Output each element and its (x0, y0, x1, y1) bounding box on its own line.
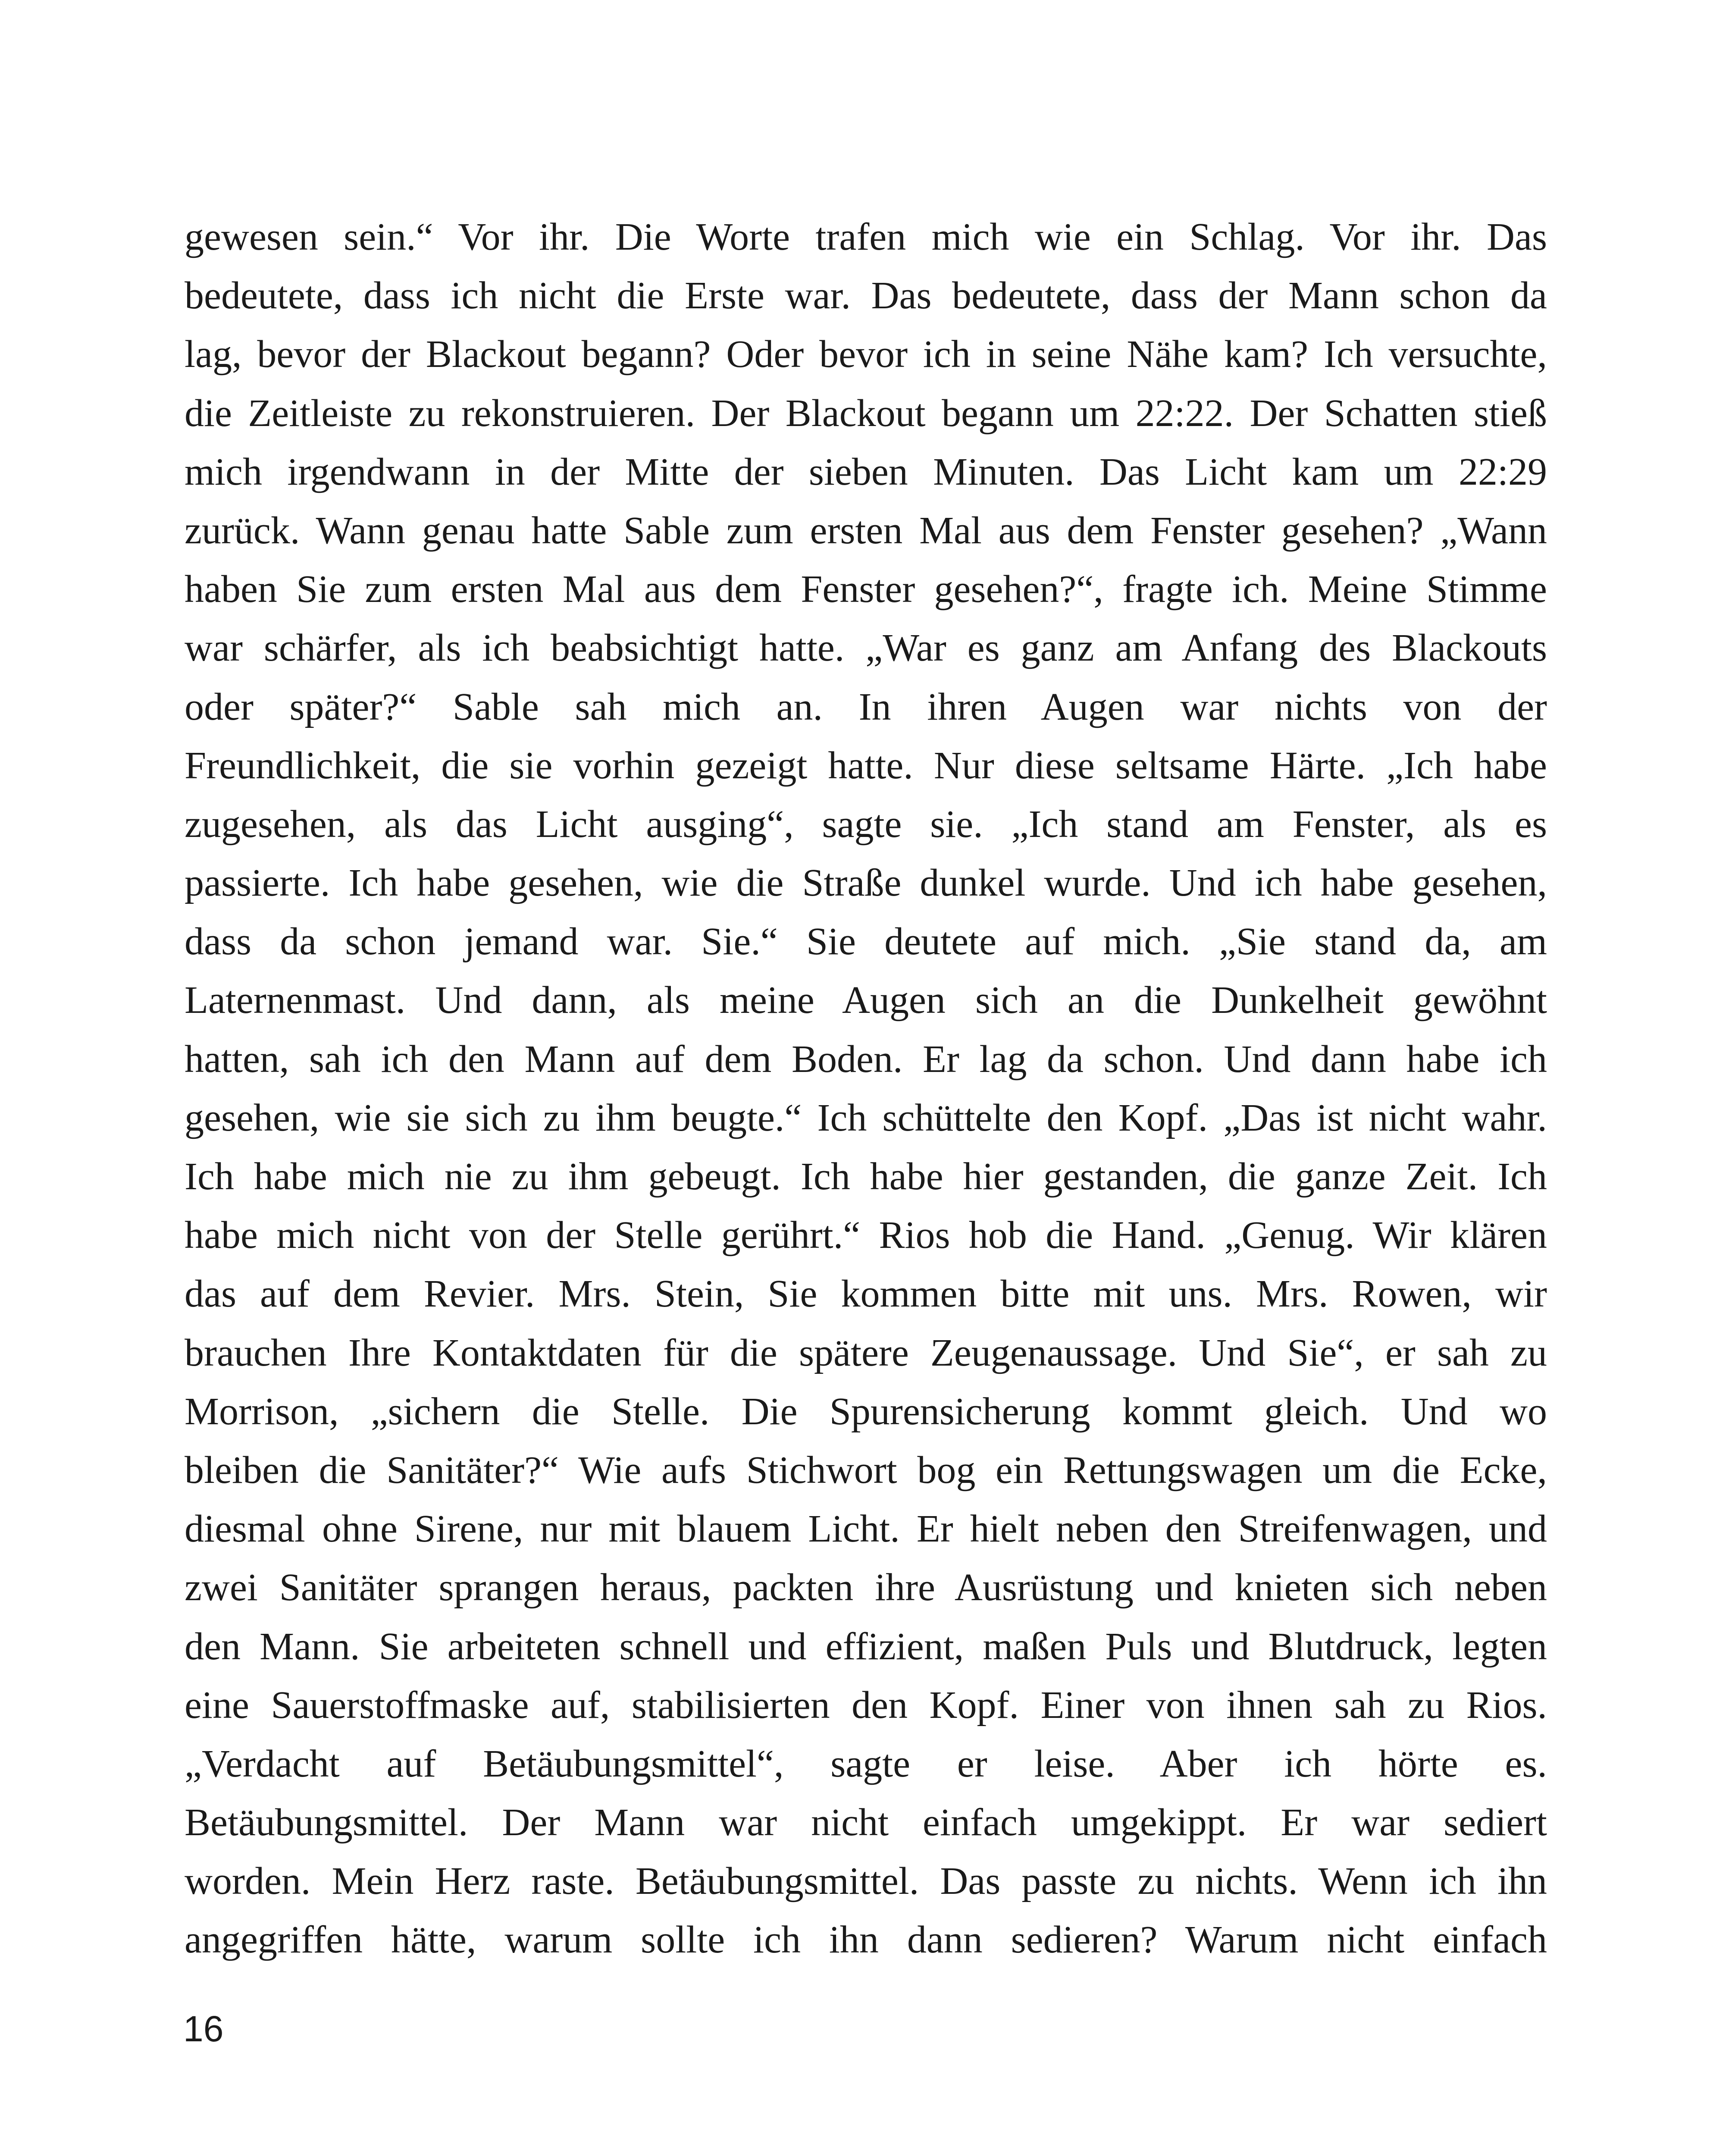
page-number: 16 (183, 2009, 224, 2049)
text-line: „Verdacht auf Betäubungsmittel“, sagte er leise. Aber ich hörte es. (185, 1742, 1547, 1785)
text-line: bedeutete, dass ich nicht die Erste war. Das bedeutete, dass der Mann schon da (185, 274, 1547, 317)
text-line: diesmal ohne Sirene, nur mit blauem Licht. Er hielt neben den Streifenwagen, und (185, 1507, 1547, 1551)
text-line: passierte. Ich habe gesehen, wie die Straße dunkel wurde. Und ich habe gesehen, (185, 862, 1547, 905)
text-line: bleiben die Sanitäter?“ Wie aufs Stichwort bog ein Rettungswagen um die Ecke, (185, 1448, 1547, 1492)
text-line: mich irgendwann in der Mitte der sieben Minuten. Das Licht kam um 22:29 (185, 450, 1547, 493)
text-line: Laternenmast. Und dann, als meine Augen sich an die Dunkelheit gewöhnt (185, 979, 1547, 1022)
text-line: oder später?“ Sable sah mich an. In ihren Augen war nichts von der (185, 685, 1547, 728)
text-line: gesehen, wie sie sich zu ihm beugte.“ Ich schüttelte den Kopf. „Das ist nicht wahr. (185, 1096, 1547, 1139)
text-line: Ich habe mich nie zu ihm gebeugt. Ich habe hier gestanden, die ganze Zeit. Ich (185, 1155, 1547, 1198)
text-line: das auf dem Revier. Mrs. Stein, Sie kommen bitte mit uns. Mrs. Rowen, wir (185, 1272, 1547, 1316)
text-line: die Zeitleiste zu rekonstruieren. Der Blackout begann um 22:22. Der Schatten stieß (185, 392, 1547, 435)
text-line: worden. Mein Herz raste. Betäubungsmittel. Das passte zu nichts. Wenn ich ihn (185, 1860, 1547, 1903)
text-line: hatten, sah ich den Mann auf dem Boden. Er lag da schon. Und dann habe ich (185, 1037, 1547, 1081)
text-line: Betäubungsmittel. Der Mann war nicht einfach umgekippt. Er war sediert (185, 1801, 1547, 1844)
text-line: zurück. Wann genau hatte Sable zum ersten Mal aus dem Fenster gesehen? „Wann (185, 509, 1547, 552)
text-line: dass da schon jemand war. Sie.“ Sie deutete auf mich. „Sie stand da, am (185, 920, 1547, 963)
text-line: gewesen sein.“ Vor ihr. Die Worte trafen mich wie ein Schlag. Vor ihr. Das (185, 216, 1547, 258)
text-line: habe mich nicht von der Stelle gerührt.“ Rios hob die Hand. „Genug. Wir klären (185, 1214, 1547, 1257)
text-line: den Mann. Sie arbeiteten schnell und effizient, maßen Puls und Blutdruck, legten (185, 1625, 1547, 1668)
text-line: zwei Sanitäter sprangen heraus, packten ihre Ausrüstung und knieten sich neben (185, 1566, 1547, 1609)
text-line: Freundlichkeit, die sie vorhin gezeigt hatte. Nur diese seltsame Härte. „Ich habe (185, 744, 1547, 787)
text-line: zugesehen, als das Licht ausging“, sagte sie. „Ich stand am Fenster, als es (185, 802, 1547, 846)
text-line: haben Sie zum ersten Mal aus dem Fenster gesehen?“, fragte ich. Meine Stimme (185, 568, 1547, 611)
body-text (185, 208, 1547, 1970)
text-line: brauchen Ihre Kontaktdaten für die spätere Zeugenaussage. Und Sie“, er sah zu (185, 1331, 1547, 1374)
text-line: war schärfer, als ich beabsichtigt hatte. „War es ganz am Anfang des Blackouts (185, 627, 1547, 670)
text-line: angegriffen hätte, warum sollte ich ihn dann sedieren? Warum nicht einfach (185, 1918, 1547, 1962)
text-line: Morrison, „sichern die Stelle. Die Spurensicherung kommt gleich. Und wo (185, 1390, 1547, 1433)
text-line: eine Sauerstoffmaske auf, stabilisierten den Kopf. Einer von ihnen sah zu Rios. (185, 1683, 1547, 1727)
text-line: lag, bevor der Blackout begann? Oder bevor ich in seine Nähe kam? Ich versuchte, (185, 333, 1547, 376)
